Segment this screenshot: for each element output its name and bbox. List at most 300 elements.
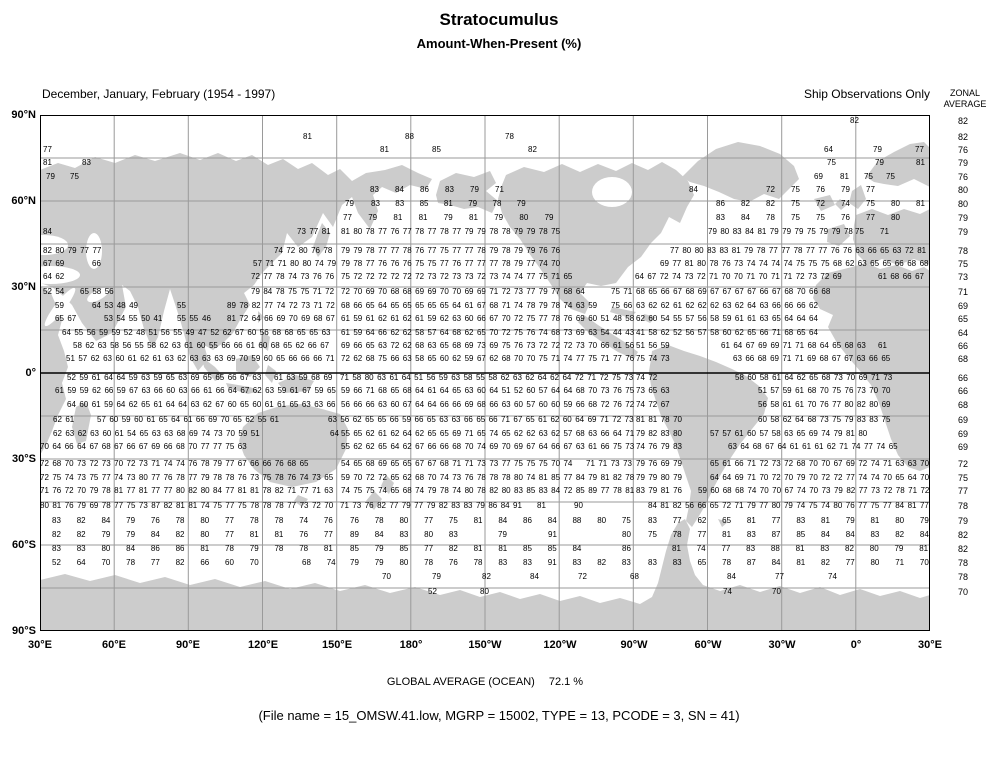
data-value: 71 xyxy=(151,459,161,468)
data-value: 69 xyxy=(89,501,99,510)
zonal-average-value: 69 xyxy=(957,415,968,425)
data-value: 79 xyxy=(782,227,792,236)
data-value: 85 xyxy=(432,145,441,154)
data-value: 76 xyxy=(843,246,852,255)
data-value: 68 xyxy=(588,400,598,409)
data-value: 63 xyxy=(103,354,112,363)
data-value: 63 xyxy=(451,415,461,424)
data-value: 64 xyxy=(795,415,804,424)
data-value: 66 xyxy=(575,400,585,409)
data-value: 81 xyxy=(795,544,805,553)
data-value: 81 xyxy=(380,145,389,154)
data-value: 81 xyxy=(660,501,670,510)
data-value: 77 xyxy=(424,516,434,525)
data-value: 57 xyxy=(427,328,437,337)
data-value: 68 xyxy=(807,386,817,395)
data-value: 61 xyxy=(365,314,375,323)
data-value: 74 xyxy=(821,501,830,510)
data-value: 70 xyxy=(881,386,891,395)
data-value: 55 xyxy=(189,314,199,323)
data-value: 78 xyxy=(424,558,434,567)
data-value: 82 xyxy=(188,486,198,495)
data-value: 60 xyxy=(390,400,400,409)
data-value: 81 xyxy=(393,213,403,222)
data-value: 76 xyxy=(402,259,412,268)
data-value: 62 xyxy=(353,354,363,363)
data-value: 58 xyxy=(710,314,720,323)
data-value: 77 xyxy=(263,272,273,281)
data-value: 64 xyxy=(809,314,818,323)
data-value: 62 xyxy=(648,301,658,310)
data-value: 66 xyxy=(759,328,769,337)
data-value: 74 xyxy=(326,558,336,567)
data-value: 61 xyxy=(673,301,682,310)
data-value: 68 xyxy=(890,272,900,281)
data-value: 75 xyxy=(213,501,222,510)
data-value: 82 xyxy=(821,558,830,567)
data-value: 75 xyxy=(806,227,816,236)
data-value: 81 xyxy=(746,516,756,525)
data-value: 79 xyxy=(432,572,441,581)
data-value: 68 xyxy=(287,459,297,468)
data-value: 83 xyxy=(870,530,880,539)
data-value: 72 xyxy=(40,459,49,468)
data-value: 81 xyxy=(917,246,927,255)
data-value: 64 xyxy=(722,473,732,482)
data-value: 76 xyxy=(378,259,387,268)
data-value: 59 xyxy=(153,373,163,382)
data-value: 67 xyxy=(784,486,794,495)
data-value: 73 xyxy=(856,386,866,395)
data-value: 73 xyxy=(301,301,311,310)
data-value: 81 xyxy=(919,544,929,553)
data-value: 68 xyxy=(735,486,744,495)
data-value: 69 xyxy=(415,287,425,296)
data-value: 71 xyxy=(734,501,744,510)
data-value: 67 xyxy=(660,400,670,409)
data-value: 51 xyxy=(250,429,260,438)
data-value: 73 xyxy=(883,373,893,382)
data-value: 65 xyxy=(390,459,400,468)
data-value: 57 xyxy=(563,429,573,438)
data-value: 59 xyxy=(563,400,573,409)
data-value: 68 xyxy=(752,442,762,451)
data-value: 79 xyxy=(526,227,536,236)
zonal-average-value: 69 xyxy=(957,442,968,452)
data-value: 62 xyxy=(660,301,670,310)
data-value: 77 xyxy=(863,442,873,451)
data-value: 74 xyxy=(858,473,868,482)
data-value: 85 xyxy=(547,544,557,553)
data-value: 68 xyxy=(501,354,511,363)
data-value: 79 xyxy=(538,287,548,296)
data-value: 77 xyxy=(43,145,52,154)
data-value: 61 xyxy=(152,354,162,363)
data-value: 84 xyxy=(575,473,585,482)
data-value: 71 xyxy=(464,459,474,468)
data-value: 80 xyxy=(869,544,879,553)
data-value: 71 xyxy=(501,301,511,310)
data-value: 77 xyxy=(126,486,136,495)
data-value: 75 xyxy=(262,473,272,482)
data-value: 72 xyxy=(415,272,425,281)
data-value: 60 xyxy=(252,400,262,409)
data-value: 74 xyxy=(341,486,350,495)
data-value: 78 xyxy=(262,501,272,510)
data-value: 76 xyxy=(312,272,322,281)
data-value: 68 xyxy=(636,287,645,296)
data-value: 66 xyxy=(264,314,273,323)
data-value: 70 xyxy=(114,459,124,468)
data-value: 70 xyxy=(772,587,781,596)
data-value: 81 xyxy=(684,259,694,268)
data-value: 69 xyxy=(276,314,286,323)
data-value: 65 xyxy=(377,415,387,424)
data-value: 63 xyxy=(164,429,174,438)
data-value: 69 xyxy=(190,373,200,382)
data-value: 74 xyxy=(636,442,645,451)
data-value: 73 xyxy=(771,459,781,468)
data-value: 83 xyxy=(523,558,532,567)
data-value: 80 xyxy=(290,259,299,268)
data-value: 77 xyxy=(309,227,319,236)
data-value: 60 xyxy=(747,429,756,438)
data-value: 76 xyxy=(648,459,658,468)
data-value: 82 xyxy=(845,544,854,553)
data-value: 75 xyxy=(795,259,805,268)
data-value: 78 xyxy=(476,246,486,255)
data-value: 73 xyxy=(297,227,306,236)
data-value: 72 xyxy=(883,486,893,495)
zonal-average-value: 76 xyxy=(957,172,968,182)
data-value: 65 xyxy=(353,459,363,468)
data-value: 76 xyxy=(350,516,359,525)
latitude-label: 30°S xyxy=(12,453,36,465)
data-value: 77 xyxy=(323,530,333,539)
data-value: 78 xyxy=(439,486,449,495)
data-value: 78 xyxy=(213,473,222,482)
data-value: 65 xyxy=(747,328,757,337)
data-value: 78 xyxy=(249,516,259,525)
data-value: 76 xyxy=(452,259,462,268)
data-value: 69 xyxy=(489,341,499,350)
data-value: 81 xyxy=(672,544,681,553)
data-value: 69 xyxy=(427,287,437,296)
data-value: 70 xyxy=(809,486,819,495)
data-value: 64 xyxy=(415,386,425,395)
data-value: 58 xyxy=(625,314,635,323)
zonal-average-value: 64 xyxy=(957,328,968,338)
data-value: 75 xyxy=(611,373,621,382)
data-value: 81 xyxy=(796,558,806,567)
data-value: 78 xyxy=(365,246,375,255)
data-value: 62 xyxy=(550,373,560,382)
data-value: 72 xyxy=(476,272,486,281)
data-value: 80 xyxy=(895,516,905,525)
data-value: 57 xyxy=(538,386,548,395)
data-value: 73 xyxy=(734,259,744,268)
data-value: 76 xyxy=(648,442,658,451)
data-value: 81 xyxy=(473,516,483,525)
data-value: 67 xyxy=(114,442,124,451)
data-value: 72 xyxy=(696,272,706,281)
data-value: 62 xyxy=(697,516,707,525)
data-value: 84 xyxy=(500,501,510,510)
data-value: 76 xyxy=(188,459,198,468)
data-value: 70 xyxy=(64,459,74,468)
data-value: 77 xyxy=(378,227,387,236)
data-value: 62 xyxy=(500,373,510,382)
data-value: 76 xyxy=(841,213,850,222)
data-value: 75 xyxy=(70,172,79,181)
data-value: 59 xyxy=(298,373,308,382)
data-value: 52 xyxy=(514,386,523,395)
data-value: 62 xyxy=(514,429,523,438)
data-value: 72 xyxy=(402,272,412,281)
data-value: 63 xyxy=(538,429,548,438)
data-value: 65 xyxy=(240,400,249,409)
data-value: 58 xyxy=(415,354,425,363)
data-value: 76 xyxy=(612,400,622,409)
data-value: 79 xyxy=(833,486,843,495)
data-value: 72 xyxy=(64,486,74,495)
data-value: 72 xyxy=(89,459,99,468)
data-value: 62 xyxy=(77,429,87,438)
data-value: 62 xyxy=(402,442,412,451)
data-value: 79 xyxy=(636,459,645,468)
data-value: 64 xyxy=(809,328,818,337)
data-value: 71 xyxy=(623,287,633,296)
longitude-label: 180° xyxy=(399,639,423,651)
data-value: 67 xyxy=(673,287,682,296)
data-value: 73 xyxy=(625,442,635,451)
data-value: 79 xyxy=(443,213,453,222)
data-value: 62 xyxy=(53,415,62,424)
data-value: 71 xyxy=(895,558,905,567)
data-value: 69 xyxy=(660,259,669,268)
data-value: 66 xyxy=(390,354,400,363)
data-value: 62 xyxy=(353,442,363,451)
data-value: 72 xyxy=(353,272,363,281)
data-value: 81 xyxy=(731,246,741,255)
data-value: 72 xyxy=(648,400,658,409)
data-value: 83 xyxy=(52,544,61,553)
data-value: 72 xyxy=(600,400,610,409)
data-value: 72 xyxy=(239,314,249,323)
data-value: 66 xyxy=(439,400,449,409)
data-value: 71 xyxy=(747,473,756,482)
data-value: 65 xyxy=(427,429,437,438)
data-value: 80 xyxy=(200,486,210,495)
data-value: 72 xyxy=(821,473,831,482)
data-value: 79 xyxy=(673,459,682,468)
data-value: 77 xyxy=(526,287,536,296)
data-value: 72 xyxy=(920,486,930,495)
data-value: 66 xyxy=(894,259,904,268)
data-value: 77 xyxy=(464,246,474,255)
data-value: 75 xyxy=(538,354,548,363)
data-value: 57 xyxy=(526,400,536,409)
data-value: 74 xyxy=(672,272,681,281)
data-value: 78 xyxy=(476,473,486,482)
data-value: 77 xyxy=(805,246,815,255)
data-value: 64 xyxy=(330,429,339,438)
data-value: 65 xyxy=(710,459,719,468)
data-value: 76 xyxy=(448,558,458,567)
data-value: 85 xyxy=(551,473,561,482)
data-value: 63 xyxy=(141,386,151,395)
data-value: 62 xyxy=(245,415,255,424)
data-value: 79 xyxy=(648,486,658,495)
data-value: 62 xyxy=(452,354,462,363)
data-value: 66 xyxy=(353,386,363,395)
data-value: 75 xyxy=(866,199,875,208)
data-value: 64 xyxy=(635,272,644,281)
data-value: 73 xyxy=(452,272,462,281)
data-value: 83 xyxy=(370,185,379,194)
data-value: 79 xyxy=(46,172,55,181)
data-value: 80 xyxy=(771,501,781,510)
data-value: 91 xyxy=(513,501,522,510)
global-average-label: GLOBAL AVERAGE (OCEAN) xyxy=(386,676,535,688)
data-value: 66 xyxy=(902,272,912,281)
data-value: 81 xyxy=(227,314,236,323)
data-value: 65 xyxy=(439,341,449,350)
zonal-average-value: 79 xyxy=(957,516,968,526)
data-value: 84 xyxy=(395,185,404,194)
data-value: 83 xyxy=(52,516,61,525)
data-value: 63 xyxy=(892,246,902,255)
data-value: 73 xyxy=(250,473,260,482)
data-value: 82 xyxy=(43,246,52,255)
data-value: 72 xyxy=(858,459,868,468)
data-value: 59 xyxy=(99,328,108,337)
data-value: 76 xyxy=(415,246,425,255)
data-value: 68 xyxy=(833,259,842,268)
data-value: 70 xyxy=(808,473,818,482)
data-value: 83 xyxy=(672,558,682,567)
data-value: 71 xyxy=(551,272,561,281)
data-value: 68 xyxy=(476,400,486,409)
data-value: 61 xyxy=(341,314,350,323)
longitude-label: 120°W xyxy=(543,639,577,651)
data-value: 74 xyxy=(538,259,548,268)
zonal-average-value: 79 xyxy=(957,158,968,168)
data-value: 81 xyxy=(250,486,260,495)
data-value: 77 xyxy=(365,259,375,268)
data-value: 79 xyxy=(200,473,210,482)
data-value: 68 xyxy=(452,442,462,451)
data-value: 66 xyxy=(288,354,298,363)
data-value: 59 xyxy=(79,373,89,382)
data-value: 70 xyxy=(353,287,363,296)
data-value: 57 xyxy=(697,328,707,337)
data-value: 83 xyxy=(732,227,742,236)
data-value: 82 xyxy=(856,400,866,409)
data-value: 81 xyxy=(840,172,849,181)
data-value: 68 xyxy=(821,287,831,296)
data-value: 70 xyxy=(40,442,49,451)
data-value: 66 xyxy=(600,429,610,438)
data-value: 76 xyxy=(237,473,247,482)
data-value: 81 xyxy=(303,132,312,141)
data-value: 67 xyxy=(734,287,744,296)
data-value: 71 xyxy=(489,287,499,296)
data-value: 55 xyxy=(475,373,485,382)
data-value: 63 xyxy=(321,328,331,337)
data-value: 77 xyxy=(845,473,855,482)
data-value: 81 xyxy=(660,486,670,495)
data-value: 59 xyxy=(464,354,474,363)
data-value: 70 xyxy=(784,473,794,482)
data-value: 68 xyxy=(313,314,323,323)
chart-title: Stratocumulus xyxy=(439,10,559,29)
data-value: 63 xyxy=(328,415,337,424)
data-value: 75 xyxy=(832,386,842,395)
data-value: 77 xyxy=(501,459,511,468)
data-value: 81 xyxy=(321,227,331,236)
data-value: 55 xyxy=(341,442,350,451)
data-value: 65 xyxy=(215,373,225,382)
data-value: 65 xyxy=(365,341,375,350)
data-value: 46 xyxy=(202,314,211,323)
data-value: 62 xyxy=(177,354,187,363)
data-value: 48 xyxy=(136,328,146,337)
data-value: 57 xyxy=(253,259,262,268)
data-value: 67 xyxy=(415,459,425,468)
data-value: 67 xyxy=(302,386,312,395)
data-value: 81 xyxy=(648,415,658,424)
data-value: 60 xyxy=(439,354,449,363)
data-value: 67 xyxy=(89,442,99,451)
data-value: 65 xyxy=(139,429,149,438)
data-value: 59 xyxy=(353,328,363,337)
data-value: 67 xyxy=(67,314,77,323)
data-value: 65 xyxy=(283,341,293,350)
data-value: 63 xyxy=(733,354,742,363)
zonal-average-value: 72 xyxy=(957,459,968,469)
data-value: 73 xyxy=(624,373,634,382)
data-value: 82 xyxy=(175,530,185,539)
data-value: 78 xyxy=(526,301,536,310)
data-value: 79 xyxy=(350,558,359,567)
data-value: 74 xyxy=(758,259,768,268)
data-value: 62 xyxy=(202,400,212,409)
data-value: 65 xyxy=(299,459,309,468)
data-value: 61 xyxy=(264,400,274,409)
data-value: 56 xyxy=(685,501,694,510)
data-value: 69 xyxy=(808,429,818,438)
data-value: 81 xyxy=(469,213,478,222)
data-value: 79 xyxy=(648,473,658,482)
data-value: 78 xyxy=(538,227,548,236)
data-value: 58 xyxy=(488,373,498,382)
data-value: 77 xyxy=(600,486,610,495)
data-value: 76 xyxy=(625,354,635,363)
data-value: 64 xyxy=(76,558,86,567)
data-value: 62 xyxy=(295,341,305,350)
data-value: 83 xyxy=(371,199,380,208)
data-value: 55 xyxy=(177,314,186,323)
data-value: 69 xyxy=(55,259,65,268)
data-value: 77 xyxy=(200,442,210,451)
data-value: 72 xyxy=(439,272,449,281)
data-value: 72 xyxy=(378,272,387,281)
data-value: 68 xyxy=(784,287,794,296)
data-value: 81 xyxy=(821,516,830,525)
data-value: 78 xyxy=(625,473,635,482)
data-value: 79 xyxy=(345,199,354,208)
